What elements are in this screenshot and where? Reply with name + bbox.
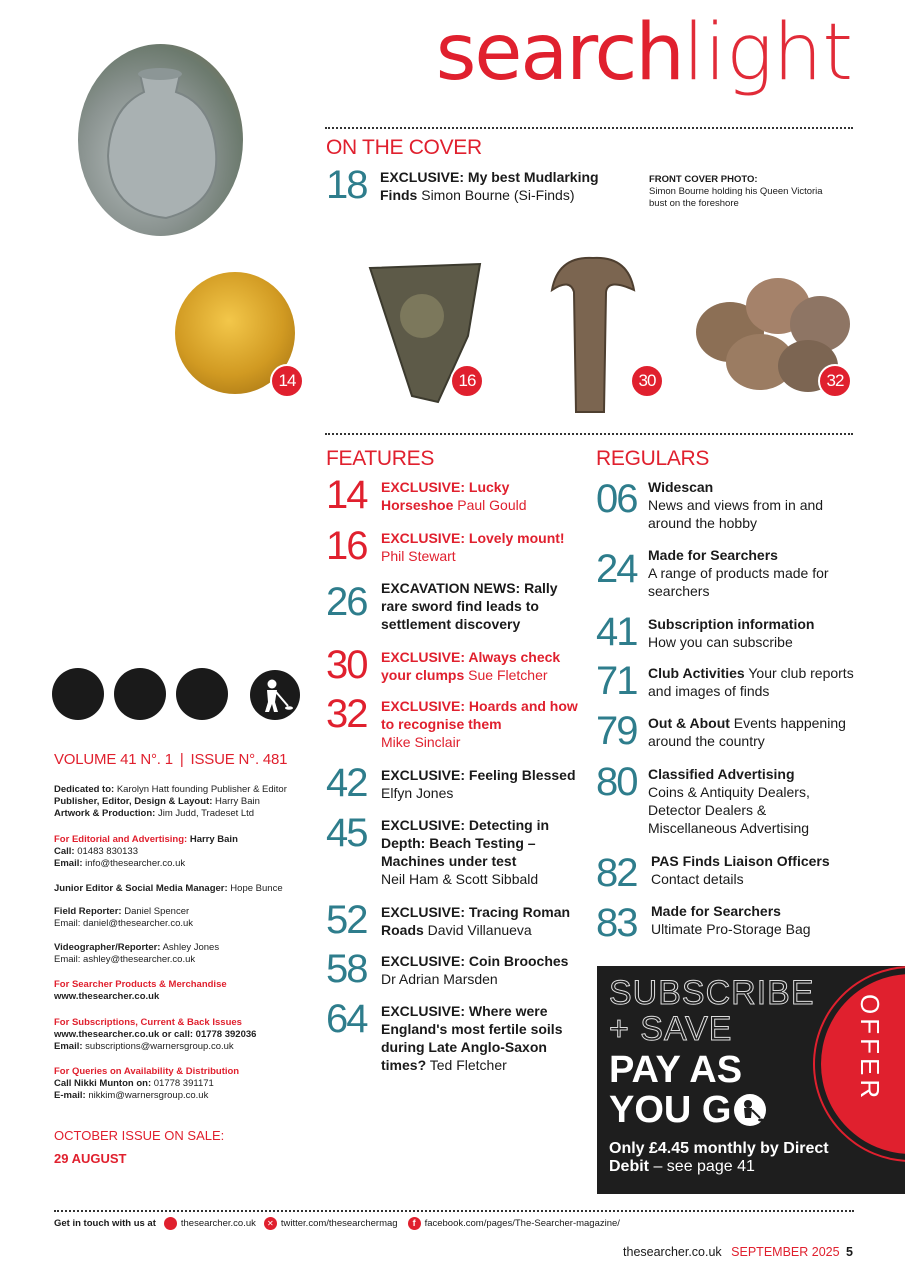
website-link[interactable]: www.thesearcher.co.uk or call: 01778 392036: [54, 1029, 257, 1040]
website-link[interactable]: thesearcher.co.uk: [180, 1218, 256, 1229]
regular-title: Made for Searchers: [648, 547, 778, 563]
decorative-dot: [176, 668, 228, 720]
regular-item[interactable]: [596, 851, 856, 895]
regular-item[interactable]: [596, 478, 856, 532]
call-number: 01483 830133: [74, 846, 138, 857]
searchlight-logo: searchlight: [435, 8, 853, 98]
masthead-credits: [54, 784, 322, 820]
credit-label: Artwork & Production:: [54, 808, 156, 819]
cover-item-title: EXCLUSIVE: My best Mudlarking Finds: [380, 169, 599, 203]
contact-label: For Searcher Products & Merchandise: [54, 979, 227, 990]
feature-item[interactable]: [326, 761, 581, 805]
feature-author: Elfyn Jones: [381, 785, 454, 801]
regular-item[interactable]: [596, 610, 856, 654]
feature-item[interactable]: [326, 997, 581, 1074]
editorial-contact: [54, 834, 238, 870]
contact-label: For Subscriptions, Current & Back Issues: [54, 1017, 242, 1028]
subscriptions-contact: [54, 1017, 256, 1053]
volume-issue: [54, 751, 287, 768]
regular-desc: News and views from in and around the hobby: [648, 497, 824, 531]
regular-number: 06: [596, 477, 637, 521]
subscribe-see-page: – see page 41: [649, 1158, 755, 1175]
feature-item[interactable]: [326, 898, 581, 942]
feature-item[interactable]: [326, 643, 581, 687]
page-number: 5: [846, 1245, 853, 1259]
thumb-badge: 16: [450, 364, 484, 398]
subscribe-line4-wrap: [609, 1090, 766, 1130]
thumb-badge: 30: [630, 364, 664, 398]
facebook-link[interactable]: facebook.com/pages/The-Searcher-magazine/: [424, 1218, 620, 1229]
detector-icon: [734, 1094, 766, 1126]
feature-item[interactable]: [326, 947, 581, 991]
subscribe-line2: + SAVE: [609, 1010, 733, 1048]
credit-value: Harry Bain: [212, 796, 260, 807]
feature-item[interactable]: [326, 524, 581, 568]
feature-title: EXCLUSIVE: Feeling Blessed: [381, 767, 576, 783]
feature-number: 16: [326, 524, 367, 568]
issue-number: ISSUE N°. 481: [190, 751, 288, 768]
regular-item[interactable]: [596, 760, 856, 837]
email-link[interactable]: subscriptions@warnersgroup.co.uk: [82, 1041, 234, 1052]
feature-author: Dr Adrian Marsden: [381, 971, 498, 987]
regular-title: Classified Advertising: [648, 766, 795, 782]
regular-desc: Contact details: [651, 871, 744, 887]
footer-issue: SEPTEMBER 2025: [731, 1245, 840, 1259]
feature-title: EXCAVATION NEWS: Rally rare sword find leads to settlement discovery: [381, 580, 558, 632]
feature-number: 32: [326, 692, 367, 736]
cover-item[interactable]: [326, 163, 626, 207]
thumb-badge: 14: [270, 364, 304, 398]
regular-title: Out & About: [648, 715, 730, 731]
call-label: Call:: [54, 846, 75, 857]
email-link[interactable]: Email: ashley@thesearcher.co.uk: [54, 954, 196, 965]
regular-item[interactable]: [596, 901, 856, 945]
regular-number: 71: [596, 659, 637, 703]
credit-label: Junior Editor & Social Media Manager:: [54, 883, 228, 894]
videographer: [54, 942, 219, 966]
cover-item-author: Simon Bourne (Si-Finds): [417, 187, 575, 203]
products-contact: [54, 979, 227, 1003]
feature-author: David Villanueva: [423, 922, 532, 938]
contact-label: For Editorial and Advertising:: [54, 834, 188, 845]
offer-label: OFFER: [855, 994, 885, 1103]
subscribe-bottom: [609, 1140, 859, 1176]
credit-label: Dedicated to:: [54, 784, 115, 795]
credit-label: Publisher, Editor, Design & Layout:: [54, 796, 213, 807]
feature-author: Neil Ham & Scott Sibbald: [381, 871, 539, 887]
feature-title: EXCLUSIVE: Coin Brooches: [381, 953, 569, 969]
email-label: E-mail:: [54, 1090, 86, 1101]
regular-desc: Ultimate Pro-Storage Bag: [651, 921, 811, 937]
credit-value: Hope Bunce: [227, 883, 283, 894]
photo-caption-text: Simon Bourne holding his Queen Victoria bust on the foreshore: [649, 186, 823, 209]
contact-label: Get in touch with us at: [54, 1218, 156, 1229]
feature-number: 58: [326, 947, 367, 991]
email-link[interactable]: Email: daniel@thesearcher.co.uk: [54, 918, 194, 929]
facebook-icon: f: [408, 1217, 421, 1230]
feature-title: EXCLUSIVE: Always check your clumps: [381, 649, 561, 683]
footer-contacts: [54, 1217, 620, 1230]
feature-title: EXCLUSIVE: Lovely mount!: [381, 530, 565, 546]
regular-number: 79: [596, 709, 637, 753]
credit-value: Jim Judd, Tradeset Ltd: [155, 808, 255, 819]
photo-label: FRONT COVER PHOTO:: [649, 174, 758, 185]
credit-value: Ashley Jones: [160, 942, 220, 953]
footer-site[interactable]: thesearcher.co.uk: [623, 1245, 722, 1259]
feature-title: EXCLUSIVE: Hoards and how to recognise them: [381, 698, 578, 732]
feature-author: Sue Fletcher: [464, 667, 548, 683]
on-sale-date: 29 AUGUST: [54, 1151, 127, 1166]
credit-value: Karolyn Hatt founding Publisher & Editor: [114, 784, 287, 795]
regular-title: Made for Searchers: [651, 903, 781, 919]
field-reporter: [54, 906, 193, 930]
regular-title: PAS Finds Liaison Officers: [651, 853, 830, 869]
twitter-icon: ✕: [264, 1217, 277, 1230]
regular-desc: A range of products made for searchers: [648, 565, 829, 599]
regulars-heading: REGULARS: [596, 447, 710, 470]
email-label: Email:: [54, 858, 83, 869]
subscribe-price: Only £4.45 monthly by Direct Debit: [609, 1140, 829, 1175]
feature-author: Mike Sinclair: [381, 734, 461, 750]
detectorist-icon: [250, 670, 300, 720]
feature-number: 64: [326, 997, 367, 1041]
contact-name: Harry Bain: [187, 834, 238, 845]
regular-number: 24: [596, 547, 637, 591]
credit-label: Videographer/Reporter:: [54, 942, 161, 953]
divider: [325, 127, 853, 129]
cover-item-number: 18: [326, 163, 367, 207]
credit-label: Field Reporter:: [54, 906, 122, 917]
email-link[interactable]: nikkim@warnersgroup.co.uk: [85, 1090, 209, 1101]
feature-number: 42: [326, 761, 367, 805]
feature-number: 26: [326, 580, 367, 624]
front-cover-photo-caption: [649, 174, 824, 210]
regular-desc: Events happening around the country: [648, 715, 846, 749]
subscribe-line3: PAY AS: [609, 1049, 743, 1091]
axe-image: [548, 252, 638, 417]
website-link[interactable]: www.thesearcher.co.uk: [54, 991, 160, 1002]
feature-author: Phil Stewart: [381, 548, 456, 564]
volume-separator: |: [179, 751, 184, 768]
feature-number: 14: [326, 473, 367, 517]
regular-number: 80: [596, 760, 637, 804]
thumb-badge: 32: [818, 364, 852, 398]
regular-number: 41: [596, 610, 637, 654]
features-heading: FEATURES: [326, 447, 435, 470]
contact-label: For Queries on Availability & Distribution: [54, 1066, 240, 1077]
subscribe-offer-box[interactable]: [597, 966, 905, 1194]
web-icon: [164, 1217, 177, 1230]
feature-title: EXCLUSIVE: Where were England's most fertile soils during Late Anglo-Saxon times?: [381, 1003, 563, 1073]
decorative-dot: [52, 668, 104, 720]
regular-desc: Your club reports and images of finds: [648, 665, 854, 699]
feature-title: EXCLUSIVE: Lucky Horseshoe: [381, 479, 510, 513]
subscribe-line1: SUBSCRIBE: [609, 974, 815, 1012]
feature-title: EXCLUSIVE: Detecting in Depth: Beach Testing – Machines under test: [381, 817, 550, 869]
regular-number: 82: [596, 851, 637, 895]
feature-number: 45: [326, 811, 367, 855]
divider: [325, 433, 853, 435]
credit-value: Daniel Spencer: [121, 906, 190, 917]
feature-item[interactable]: [326, 579, 581, 633]
regular-number: 83: [596, 901, 637, 945]
feature-number: 52: [326, 898, 367, 942]
regular-desc: How you can subscribe: [648, 634, 793, 650]
volume-number: VOLUME 41 N°. 1: [54, 751, 173, 768]
queries-contact: [54, 1066, 239, 1102]
feature-number: 30: [326, 643, 367, 687]
feature-item[interactable]: [326, 811, 581, 888]
page-footer: [623, 1245, 853, 1259]
junior-editor: [54, 883, 283, 895]
twitter-link[interactable]: twitter.com/thesearchermag: [280, 1218, 398, 1229]
call-label: Call Nikki Munton on:: [54, 1078, 152, 1089]
feature-author: Paul Gould: [453, 497, 527, 513]
feature-title: EXCLUSIVE: Tracing Roman Roads: [381, 904, 571, 938]
feature-item[interactable]: [326, 473, 581, 517]
call-number: 01778 391171: [151, 1078, 214, 1089]
regular-item[interactable]: [596, 546, 856, 600]
regular-title: Widescan: [648, 479, 714, 495]
divider: [54, 1210, 854, 1212]
regular-desc: Coins & Antiquity Dealers, Detector Dealers & Miscellaneous Advertising: [648, 784, 810, 836]
feature-author: Ted Fletcher: [426, 1057, 507, 1073]
regular-item[interactable]: [596, 659, 856, 703]
subscribe-line4: YOU G: [609, 1089, 732, 1131]
on-the-cover-heading: ON THE COVER: [326, 136, 482, 159]
email-label: Email:: [54, 1041, 83, 1052]
feature-item[interactable]: [326, 692, 581, 751]
regular-title: Subscription information: [648, 616, 815, 632]
on-sale-label: OCTOBER ISSUE ON SALE:: [54, 1128, 225, 1143]
email-link[interactable]: info@thesearcher.co.uk: [82, 858, 186, 869]
regular-item[interactable]: [596, 709, 856, 753]
decorative-dot: [114, 668, 166, 720]
cover-pot-image: [78, 44, 243, 236]
regular-title: Club Activities: [648, 665, 745, 681]
